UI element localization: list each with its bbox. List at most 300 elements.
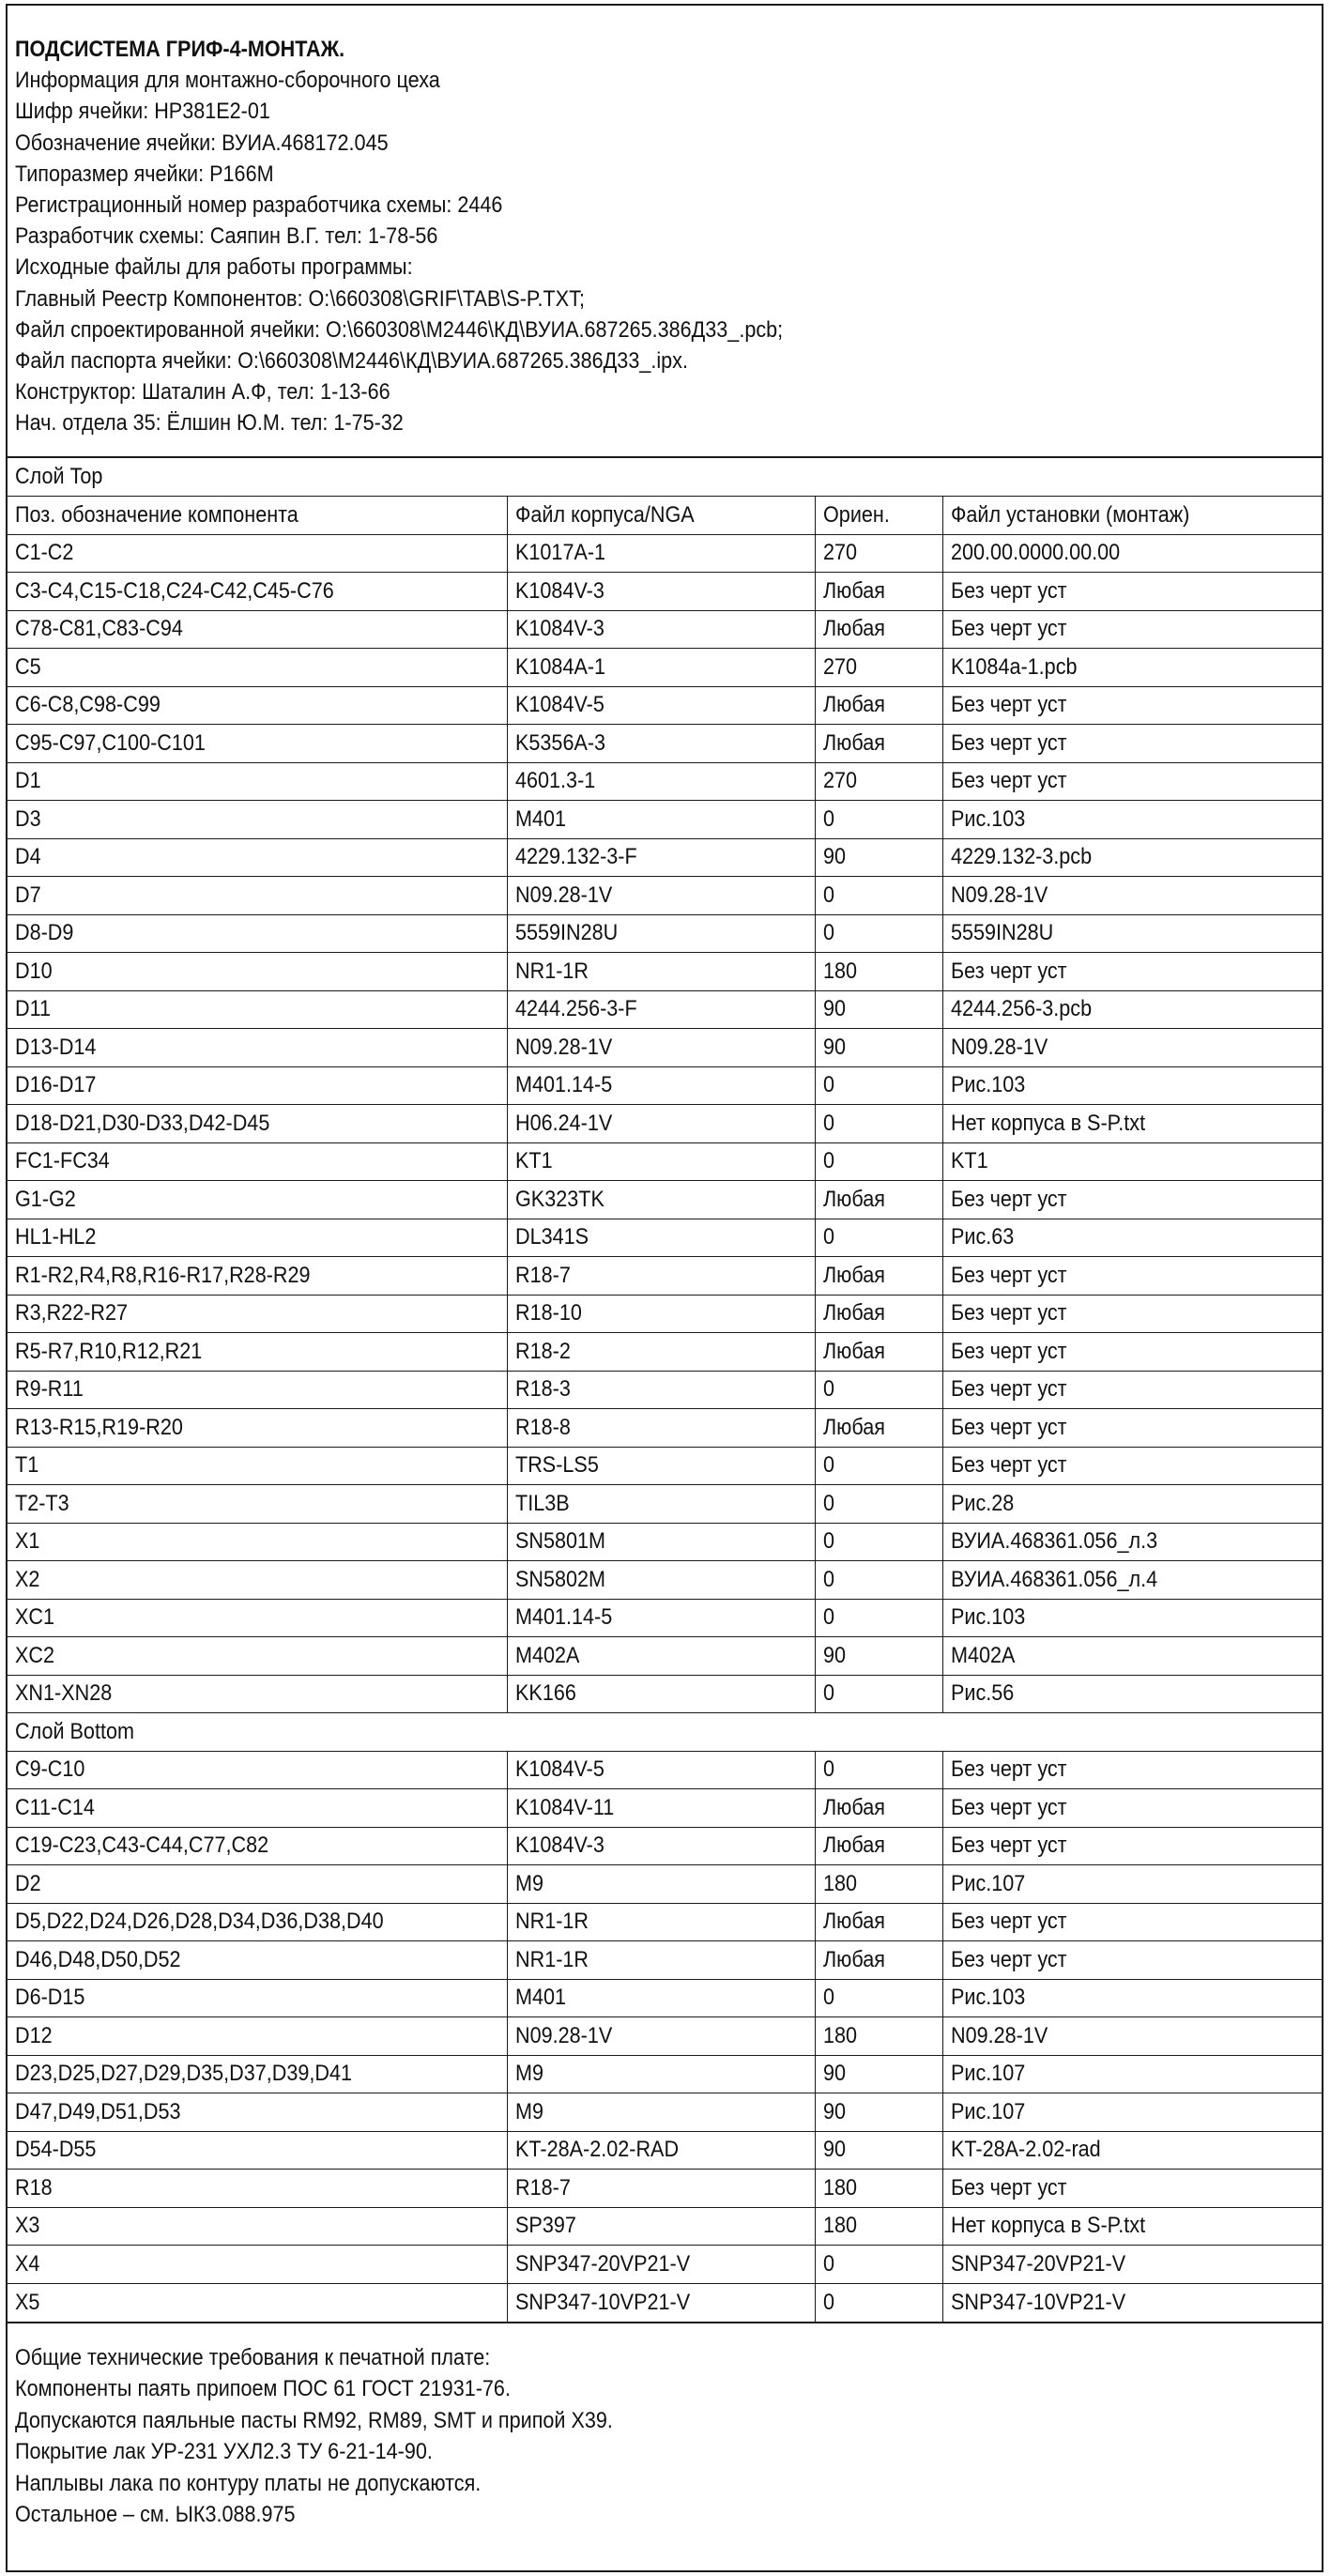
cell-text: 270 xyxy=(822,653,857,680)
cell-text: KT-28A-2.02-RAD xyxy=(514,2137,679,2163)
header-info-line: Главный Реестр Компонентов: O:\660308\GRIF\TAB\S-P.TXT; xyxy=(15,285,585,312)
cell-text: FC1-FC34 xyxy=(15,1148,110,1174)
mounting-file-cell xyxy=(942,953,1322,991)
orientation-cell xyxy=(815,2017,942,2056)
orientation-cell xyxy=(815,2093,942,2132)
cell-text: HL1-HL2 xyxy=(15,1224,97,1250)
orientation-cell xyxy=(815,1371,942,1409)
cell-text: Рис.63 xyxy=(950,1224,1014,1250)
package-file-cell xyxy=(507,2170,815,2208)
table-row xyxy=(8,1561,1322,1600)
cell-text: T1 xyxy=(15,1452,39,1479)
position-designator-cell xyxy=(8,1447,507,1485)
table-row xyxy=(8,1333,1322,1372)
cell-text: C9-C10 xyxy=(15,1756,85,1783)
mounting-file-cell xyxy=(942,1142,1322,1181)
cell-text: M402A xyxy=(950,1642,1015,1668)
cell-text: 0 xyxy=(822,1148,834,1174)
cell-text: Без черт уст xyxy=(950,1946,1067,1972)
orientation-cell xyxy=(815,2246,942,2284)
package-file-cell xyxy=(507,1979,815,2017)
package-file-cell xyxy=(507,1523,815,1561)
cell-text: N09.28-1V xyxy=(950,2022,1048,2048)
cell-text: 0 xyxy=(822,1224,834,1250)
table-row xyxy=(8,1447,1322,1485)
orientation-cell xyxy=(815,1827,942,1865)
package-file-cell xyxy=(507,573,815,611)
cell-text: K1084V-3 xyxy=(514,577,604,604)
position-designator-cell xyxy=(8,1599,507,1637)
package-file-cell xyxy=(507,1409,815,1448)
package-file-cell xyxy=(507,1447,815,1485)
orientation-cell xyxy=(815,953,942,991)
cell-text: C95-C97,C100-C101 xyxy=(15,729,206,756)
mounting-file-cell xyxy=(942,1637,1322,1676)
mounting-file-cell xyxy=(942,1903,1322,1941)
cell-text: 180 xyxy=(822,2022,857,2048)
orientation-cell xyxy=(815,1066,942,1105)
mounting-file-cell xyxy=(942,2131,1322,2170)
section-row-bottom xyxy=(8,1713,1322,1752)
orientation-cell xyxy=(815,2055,942,2093)
cell-text: 270 xyxy=(822,540,857,566)
header-info-line: Информация для монтажно-сборочного цеха xyxy=(15,68,440,94)
requirement-line: Допускаются паяльные пасты RM92, RM89, SMT и припой X39. xyxy=(15,2407,613,2433)
cell-text: R18-7 xyxy=(514,1262,571,1288)
cell-text: D5,D22,D24,D26,D28,D34,D36,D38,D40 xyxy=(15,1909,384,1935)
position-designator-cell xyxy=(8,2283,507,2322)
cell-text: Без черт уст xyxy=(950,1756,1067,1783)
cell-text: Без черт уст xyxy=(950,577,1067,604)
cell-text: Рис.28 xyxy=(950,1490,1014,1516)
cell-text: Любая xyxy=(822,1794,885,1820)
cell-text: 4229.132-3-F xyxy=(514,844,637,870)
table-row xyxy=(8,1789,1322,1828)
components-table xyxy=(8,458,1322,2322)
cell-text: SNP347-20VP21-V xyxy=(514,2250,690,2277)
orientation-cell xyxy=(815,1029,942,1067)
position-designator-cell xyxy=(8,953,507,991)
position-designator-cell xyxy=(8,2246,507,2284)
cell-text: Рис.103 xyxy=(950,1985,1025,2011)
cell-text: C6-C8,C98-C99 xyxy=(15,692,161,718)
column-header xyxy=(942,497,1322,535)
table-row xyxy=(8,1105,1322,1143)
cell-text: D6-D15 xyxy=(15,1985,85,2011)
orientation-cell xyxy=(815,2283,942,2322)
cell-text: Без черт уст xyxy=(950,1452,1067,1479)
cell-text: 90 xyxy=(822,2061,846,2087)
cell-text: 90 xyxy=(822,2098,846,2124)
position-designator-cell xyxy=(8,1523,507,1561)
cell-text: Рис.103 xyxy=(950,805,1025,832)
table-row xyxy=(8,610,1322,649)
cell-text: 180 xyxy=(822,1870,857,1896)
package-file-cell xyxy=(507,1561,815,1600)
package-file-cell xyxy=(507,1181,815,1219)
cell-text: SNP347-10VP21-V xyxy=(950,2289,1125,2315)
mounting-file-cell xyxy=(942,2246,1322,2284)
mounting-file-cell xyxy=(942,1979,1322,2017)
cell-text: Без черт уст xyxy=(950,1414,1067,1440)
orientation-cell xyxy=(815,1105,942,1143)
cell-text: SP397 xyxy=(514,2213,576,2239)
cell-text: Без черт уст xyxy=(950,1832,1067,1859)
cell-text: 5559IN28U xyxy=(514,920,618,946)
section-label xyxy=(8,1713,1322,1752)
header-info-line: Исходные файлы для работы программы: xyxy=(15,254,413,281)
package-file-cell xyxy=(507,1371,815,1409)
package-file-cell xyxy=(507,762,815,801)
mounting-file-cell xyxy=(942,1257,1322,1296)
cell-text: 0 xyxy=(822,920,834,946)
cell-text: K1084V-11 xyxy=(514,1794,614,1820)
mounting-file-cell xyxy=(942,2207,1322,2246)
mounting-file-cell xyxy=(942,2170,1322,2208)
cell-text: Без черт уст xyxy=(950,1338,1067,1364)
cell-text: Любая xyxy=(822,1300,885,1326)
mounting-file-cell xyxy=(942,1827,1322,1865)
package-file-cell xyxy=(507,1257,815,1296)
table-row xyxy=(8,762,1322,801)
orientation-cell xyxy=(815,1181,942,1219)
cell-text: D3 xyxy=(15,805,41,832)
mounting-file-cell xyxy=(942,686,1322,725)
header-info-lines xyxy=(15,65,1322,438)
requirements-lines xyxy=(15,2342,1322,2531)
mounting-file-cell xyxy=(942,1599,1322,1637)
cell-text: R18-8 xyxy=(514,1414,571,1440)
cell-text: K1084V-3 xyxy=(514,1832,604,1859)
cell-text: 0 xyxy=(822,805,834,832)
cell-text: D46,D48,D50,D52 xyxy=(15,1946,181,1972)
package-file-cell xyxy=(507,2207,815,2246)
cell-text: SN5802M xyxy=(514,1566,605,1592)
mounting-file-cell xyxy=(942,1865,1322,1904)
cell-text: 0 xyxy=(822,1072,834,1098)
cell-text: K1084V-3 xyxy=(514,616,604,642)
cell-text: 180 xyxy=(822,2213,857,2239)
cell-text: Любая xyxy=(822,1909,885,1935)
position-designator-cell xyxy=(8,1181,507,1219)
header-info-line: Регистрационный номер разработчика схемы: 2446 xyxy=(15,192,503,218)
orientation-cell xyxy=(815,686,942,725)
cell-text: Поз. обозначение компонента xyxy=(15,501,298,528)
table-row xyxy=(8,1371,1322,1409)
cell-text: R5-R7,R10,R12,R21 xyxy=(15,1338,203,1364)
cell-text: Без черт уст xyxy=(950,1794,1067,1820)
table-row xyxy=(8,2093,1322,2132)
cell-text: Любая xyxy=(822,577,885,604)
cell-text: D8-D9 xyxy=(15,920,74,946)
position-designator-cell xyxy=(8,1865,507,1904)
position-designator-cell xyxy=(8,573,507,611)
mounting-file-cell xyxy=(942,725,1322,763)
cell-text: N09.28-1V xyxy=(514,2022,612,2048)
document-header xyxy=(8,6,1322,458)
cell-text: XC2 xyxy=(15,1642,55,1668)
cell-text: 90 xyxy=(822,844,846,870)
mounting-file-cell xyxy=(942,1447,1322,1485)
orientation-cell xyxy=(815,1599,942,1637)
cell-text: X2 xyxy=(15,1566,40,1592)
cell-text: T2-T3 xyxy=(15,1490,69,1516)
cell-text: Без черт уст xyxy=(950,692,1067,718)
cell-text: C11-C14 xyxy=(15,1794,95,1820)
mounting-file-cell xyxy=(942,1371,1322,1409)
table-row xyxy=(8,1941,1322,1980)
table-row xyxy=(8,2246,1322,2284)
cell-text: C19-C23,C43-C44,C77,C82 xyxy=(15,1832,269,1859)
cell-text: Рис.107 xyxy=(950,2061,1025,2087)
cell-text: C1-C2 xyxy=(15,540,74,566)
mounting-file-cell xyxy=(942,1181,1322,1219)
cell-text: K1084V-5 xyxy=(514,1756,604,1783)
requirement-line: Общие технические требования к печатной плате: xyxy=(15,2344,491,2370)
orientation-cell xyxy=(815,649,942,687)
cell-text: H06.24-1V xyxy=(514,1110,612,1136)
cell-text: 0 xyxy=(822,1604,834,1631)
requirement-line: Покрытие лак УР-231 УХЛ2.3 ТУ 6-21-14-90. xyxy=(15,2439,433,2464)
mounting-file-cell xyxy=(942,801,1322,839)
cell-text: M9 xyxy=(514,1870,543,1896)
cell-text: K1084a-1.pcb xyxy=(950,653,1078,680)
mounting-file-cell xyxy=(942,990,1322,1029)
mounting-file-cell xyxy=(942,838,1322,877)
cell-text: R13-R15,R19-R20 xyxy=(15,1414,183,1440)
position-designator-cell xyxy=(8,1029,507,1067)
column-header xyxy=(8,497,507,535)
cell-text: D13-D14 xyxy=(15,1034,97,1060)
package-file-cell xyxy=(507,1789,815,1828)
position-designator-cell xyxy=(8,1979,507,2017)
cell-text: 180 xyxy=(822,2174,857,2200)
cell-text: 90 xyxy=(822,1034,846,1060)
cell-text: 0 xyxy=(822,1376,834,1403)
table-row xyxy=(8,1979,1322,2017)
cell-text: Файл корпуса/NGA xyxy=(514,501,695,528)
position-designator-cell xyxy=(8,1751,507,1789)
orientation-cell xyxy=(815,838,942,877)
position-designator-cell xyxy=(8,649,507,687)
cell-text: M401.14-5 xyxy=(514,1604,612,1631)
mounting-file-cell xyxy=(942,2283,1322,2322)
package-file-cell xyxy=(507,2017,815,2056)
orientation-cell xyxy=(815,1257,942,1296)
cell-text: D16-D17 xyxy=(15,1072,97,1098)
assembly-document xyxy=(6,4,1323,2572)
table-row xyxy=(8,1827,1322,1865)
cell-text: 0 xyxy=(822,1452,834,1479)
cell-text: X1 xyxy=(15,1528,40,1555)
cell-text: Нет корпуса в S-P.txt xyxy=(950,2213,1145,2239)
mounting-file-cell xyxy=(942,1561,1322,1600)
cell-text: SNP347-10VP21-V xyxy=(514,2289,690,2315)
position-designator-cell xyxy=(8,1789,507,1828)
section-label-text: Слой Bottom xyxy=(15,1718,134,1744)
cell-text: Рис.56 xyxy=(950,1680,1014,1707)
table-row xyxy=(8,725,1322,763)
position-designator-cell xyxy=(8,1257,507,1296)
cell-text: KT1 xyxy=(950,1148,988,1174)
package-file-cell xyxy=(507,1903,815,1941)
position-designator-cell xyxy=(8,2093,507,2132)
table-row xyxy=(8,2170,1322,2208)
cell-text: N09.28-1V xyxy=(950,882,1048,908)
cell-text: 0 xyxy=(822,882,834,908)
table-row xyxy=(8,1751,1322,1789)
cell-text: NR1-1R xyxy=(514,958,589,984)
cell-text: Любая xyxy=(822,616,885,642)
orientation-cell xyxy=(815,1409,942,1448)
cell-text: Любая xyxy=(822,1946,885,1972)
table-row xyxy=(8,914,1322,953)
cell-text: 0 xyxy=(822,1110,834,1136)
cell-text: 4601.3-1 xyxy=(514,768,595,794)
position-designator-cell xyxy=(8,1219,507,1257)
table-row xyxy=(8,1029,1322,1067)
table-row xyxy=(8,838,1322,877)
position-designator-cell xyxy=(8,990,507,1029)
orientation-cell xyxy=(815,1789,942,1828)
package-file-cell xyxy=(507,1333,815,1372)
position-designator-cell xyxy=(8,686,507,725)
cell-text: N09.28-1V xyxy=(514,1034,612,1060)
mounting-file-cell xyxy=(942,914,1322,953)
section-label-text: Слой Top xyxy=(15,464,103,489)
cell-text: D54-D55 xyxy=(15,2137,97,2163)
cell-text: R18-10 xyxy=(514,1300,582,1326)
table-row xyxy=(8,990,1322,1029)
cell-text: R9-R11 xyxy=(15,1376,84,1403)
cell-text: SNP347-20VP21-V xyxy=(950,2250,1125,2277)
mounting-file-cell xyxy=(942,1941,1322,1980)
position-designator-cell xyxy=(8,2131,507,2170)
cell-text: C3-C4,C15-C18,C24-C42,C45-C76 xyxy=(15,577,334,604)
orientation-cell xyxy=(815,2131,942,2170)
cell-text: D47,D49,D51,D53 xyxy=(15,2098,181,2124)
cell-text: Без черт уст xyxy=(950,2174,1067,2200)
cell-text: Без черт уст xyxy=(950,616,1067,642)
cell-text: N09.28-1V xyxy=(514,882,612,908)
cell-text: M401 xyxy=(514,1985,566,2011)
cell-text: M401 xyxy=(514,805,566,832)
table-row xyxy=(8,953,1322,991)
cell-text: Рис.103 xyxy=(950,1072,1025,1098)
mounting-file-cell xyxy=(942,2017,1322,2056)
cell-text: Без черт уст xyxy=(950,1909,1067,1935)
package-file-cell xyxy=(507,1029,815,1067)
document-title: ПОДСИСТЕМА ГРИФ-4-МОНТАЖ. xyxy=(15,37,345,62)
header-info-line: Нач. отдела 35: Ёлшин Ю.М. тел: 1-75-32 xyxy=(15,410,404,437)
cell-text: 0 xyxy=(822,1756,834,1783)
cell-text: Нет корпуса в S-P.txt xyxy=(950,1110,1145,1136)
mounting-file-cell xyxy=(942,1295,1322,1333)
cell-text: D2 xyxy=(15,1870,41,1896)
package-file-cell xyxy=(507,2055,815,2093)
cell-text: X3 xyxy=(15,2213,40,2239)
cell-text: 0 xyxy=(822,1490,834,1516)
cell-text: Без черт уст xyxy=(950,1186,1067,1212)
position-designator-cell xyxy=(8,1827,507,1865)
orientation-cell xyxy=(815,1142,942,1181)
orientation-cell xyxy=(815,725,942,763)
position-designator-cell xyxy=(8,838,507,877)
cell-text: C5 xyxy=(15,653,41,680)
cell-text: Ориен. xyxy=(822,501,890,528)
requirement-line: Наплывы лака по контуру платы не допускаются. xyxy=(15,2470,482,2496)
header-info-line: Конструктор: Шаталин А.Ф, тел: 1-13-66 xyxy=(15,379,390,406)
orientation-cell xyxy=(815,534,942,573)
cell-text: C78-C81,C83-C94 xyxy=(15,616,183,642)
table-row xyxy=(8,1903,1322,1941)
cell-text: G1-G2 xyxy=(15,1186,76,1212)
mounting-file-cell xyxy=(942,2055,1322,2093)
mounting-file-cell xyxy=(942,1105,1322,1143)
package-file-cell xyxy=(507,1066,815,1105)
table-row xyxy=(8,1142,1322,1181)
orientation-cell xyxy=(815,762,942,801)
orientation-cell xyxy=(815,573,942,611)
cell-text: Любая xyxy=(822,1414,885,1440)
cell-text: 0 xyxy=(822,1985,834,2011)
cell-text: TRS-LS5 xyxy=(514,1452,599,1479)
orientation-cell xyxy=(815,1561,942,1600)
cell-text: N09.28-1V xyxy=(950,1034,1048,1060)
mounting-file-cell xyxy=(942,877,1322,915)
position-designator-cell xyxy=(8,1561,507,1600)
table-row xyxy=(8,801,1322,839)
cell-text: XN1-XN28 xyxy=(15,1680,113,1707)
cell-text: 200.00.0000.00.00 xyxy=(950,540,1120,566)
cell-text: Любая xyxy=(822,1186,885,1212)
package-file-cell xyxy=(507,1295,815,1333)
table-row xyxy=(8,1485,1322,1524)
cell-text: Любая xyxy=(822,729,885,756)
table-row xyxy=(8,1257,1322,1296)
cell-text: Без черт уст xyxy=(950,1262,1067,1288)
orientation-cell xyxy=(815,610,942,649)
cell-text: ВУИА.468361.056_л.3 xyxy=(950,1528,1157,1555)
orientation-cell xyxy=(815,1333,942,1372)
cell-text: 90 xyxy=(822,1642,846,1668)
package-file-cell xyxy=(507,1941,815,1980)
cell-text: K1084A-1 xyxy=(514,653,605,680)
position-designator-cell xyxy=(8,2207,507,2246)
mounting-file-cell xyxy=(942,762,1322,801)
table-row xyxy=(8,2017,1322,2056)
cell-text: KT-28A-2.02-rad xyxy=(950,2137,1101,2163)
cell-text: R18-3 xyxy=(514,1376,571,1403)
package-file-cell xyxy=(507,953,815,991)
package-file-cell xyxy=(507,2093,815,2132)
cell-text: D7 xyxy=(15,882,41,908)
requirement-line: Компоненты паять припоем ПОС 61 ГОСТ 21931-76. xyxy=(15,2376,511,2401)
header-info-line: Шифр ячейки: НР381Е2-01 xyxy=(15,99,270,125)
cell-text: Файл установки (монтаж) xyxy=(950,501,1189,528)
position-designator-cell xyxy=(8,2055,507,2093)
position-designator-cell xyxy=(8,1903,507,1941)
table-row xyxy=(8,1219,1322,1257)
orientation-cell xyxy=(815,1295,942,1333)
table-row xyxy=(8,877,1322,915)
position-designator-cell xyxy=(8,2017,507,2056)
orientation-cell xyxy=(815,2207,942,2246)
table-row xyxy=(8,2055,1322,2093)
technical-requirements xyxy=(8,2322,1322,2531)
cell-text: 270 xyxy=(822,768,857,794)
table-row xyxy=(8,1181,1322,1219)
